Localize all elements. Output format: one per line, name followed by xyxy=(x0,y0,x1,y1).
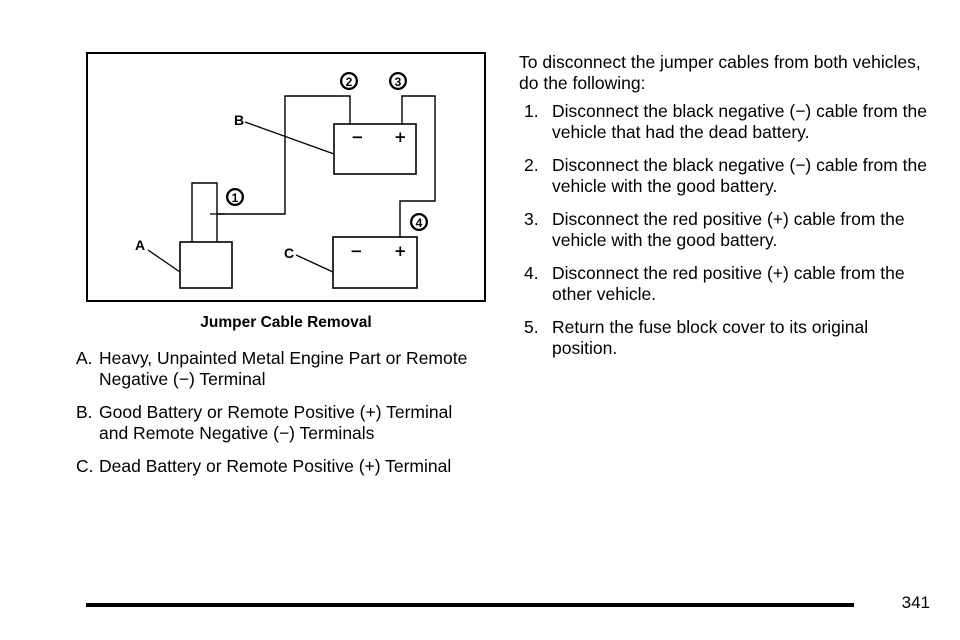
step-text: Disconnect the red positive (+) cable from the vehicle with the good battery. xyxy=(552,209,905,250)
legend-key: A. xyxy=(76,348,93,368)
step-3 xyxy=(519,209,929,251)
leader-b xyxy=(245,122,334,154)
leader-a xyxy=(148,250,180,272)
legend-text: Dead Battery or Remote Positive (+) Terminal xyxy=(99,456,452,476)
legend-key: C. xyxy=(76,456,94,476)
step-number: 1. xyxy=(524,101,539,121)
step-number: 2. xyxy=(524,155,539,175)
step-4 xyxy=(519,263,929,305)
good-battery-minus: − xyxy=(351,128,364,146)
page-number: 341 xyxy=(901,593,930,612)
step-text: Disconnect the black negative (−) cable from the vehicle with the good battery. xyxy=(552,155,927,196)
footer-rule xyxy=(86,603,854,607)
engine-ground-block xyxy=(180,242,232,288)
svg-text:4: 4 xyxy=(415,216,423,230)
legend-key: B. xyxy=(76,402,93,422)
callout-4 xyxy=(410,213,428,231)
label-a: A xyxy=(135,237,146,253)
svg-text:1: 1 xyxy=(231,191,239,205)
dead-battery-plus: + xyxy=(394,242,407,260)
step-5 xyxy=(519,317,929,359)
dead-battery-minus: − xyxy=(350,242,363,260)
legend-text: Good Battery or Remote Positive (+) Terminal and Remote Negative (−) Terminals xyxy=(99,402,453,443)
callout-1 xyxy=(226,188,244,206)
callout-3 xyxy=(389,72,407,90)
step-text: Return the fuse block cover to its original position. xyxy=(552,317,869,358)
legend-item-b xyxy=(76,402,486,444)
cable-negative-ground xyxy=(192,183,217,242)
label-c: C xyxy=(284,245,295,261)
callout-2 xyxy=(340,72,358,90)
leader-c xyxy=(296,255,333,272)
step-number: 5. xyxy=(524,317,539,337)
instructions-intro: To disconnect the jumper cables from both vehicles, do the following: xyxy=(519,52,921,93)
step-2 xyxy=(519,155,929,197)
instructions-column xyxy=(519,52,929,371)
step-text: Disconnect the black negative (−) cable from the vehicle that had the dead battery. xyxy=(552,101,927,142)
step-text: Disconnect the red positive (+) cable from the other vehicle. xyxy=(552,263,905,304)
good-battery-plus: + xyxy=(394,128,407,146)
legend-text: Heavy, Unpainted Metal Engine Part or Remote Negative (−) Terminal xyxy=(99,348,468,389)
legend-item-c xyxy=(76,456,486,477)
legend-item-a xyxy=(76,348,486,390)
jumper-cable-diagram xyxy=(86,52,486,302)
step-1 xyxy=(519,101,929,143)
figure-legend xyxy=(76,348,486,489)
step-number: 4. xyxy=(524,263,539,283)
svg-text:3: 3 xyxy=(394,75,402,89)
svg-text:2: 2 xyxy=(345,75,353,89)
figure-caption: Jumper Cable Removal xyxy=(200,314,372,331)
label-b: B xyxy=(234,112,245,128)
step-number: 3. xyxy=(524,209,539,229)
diagram-svg xyxy=(88,54,488,304)
